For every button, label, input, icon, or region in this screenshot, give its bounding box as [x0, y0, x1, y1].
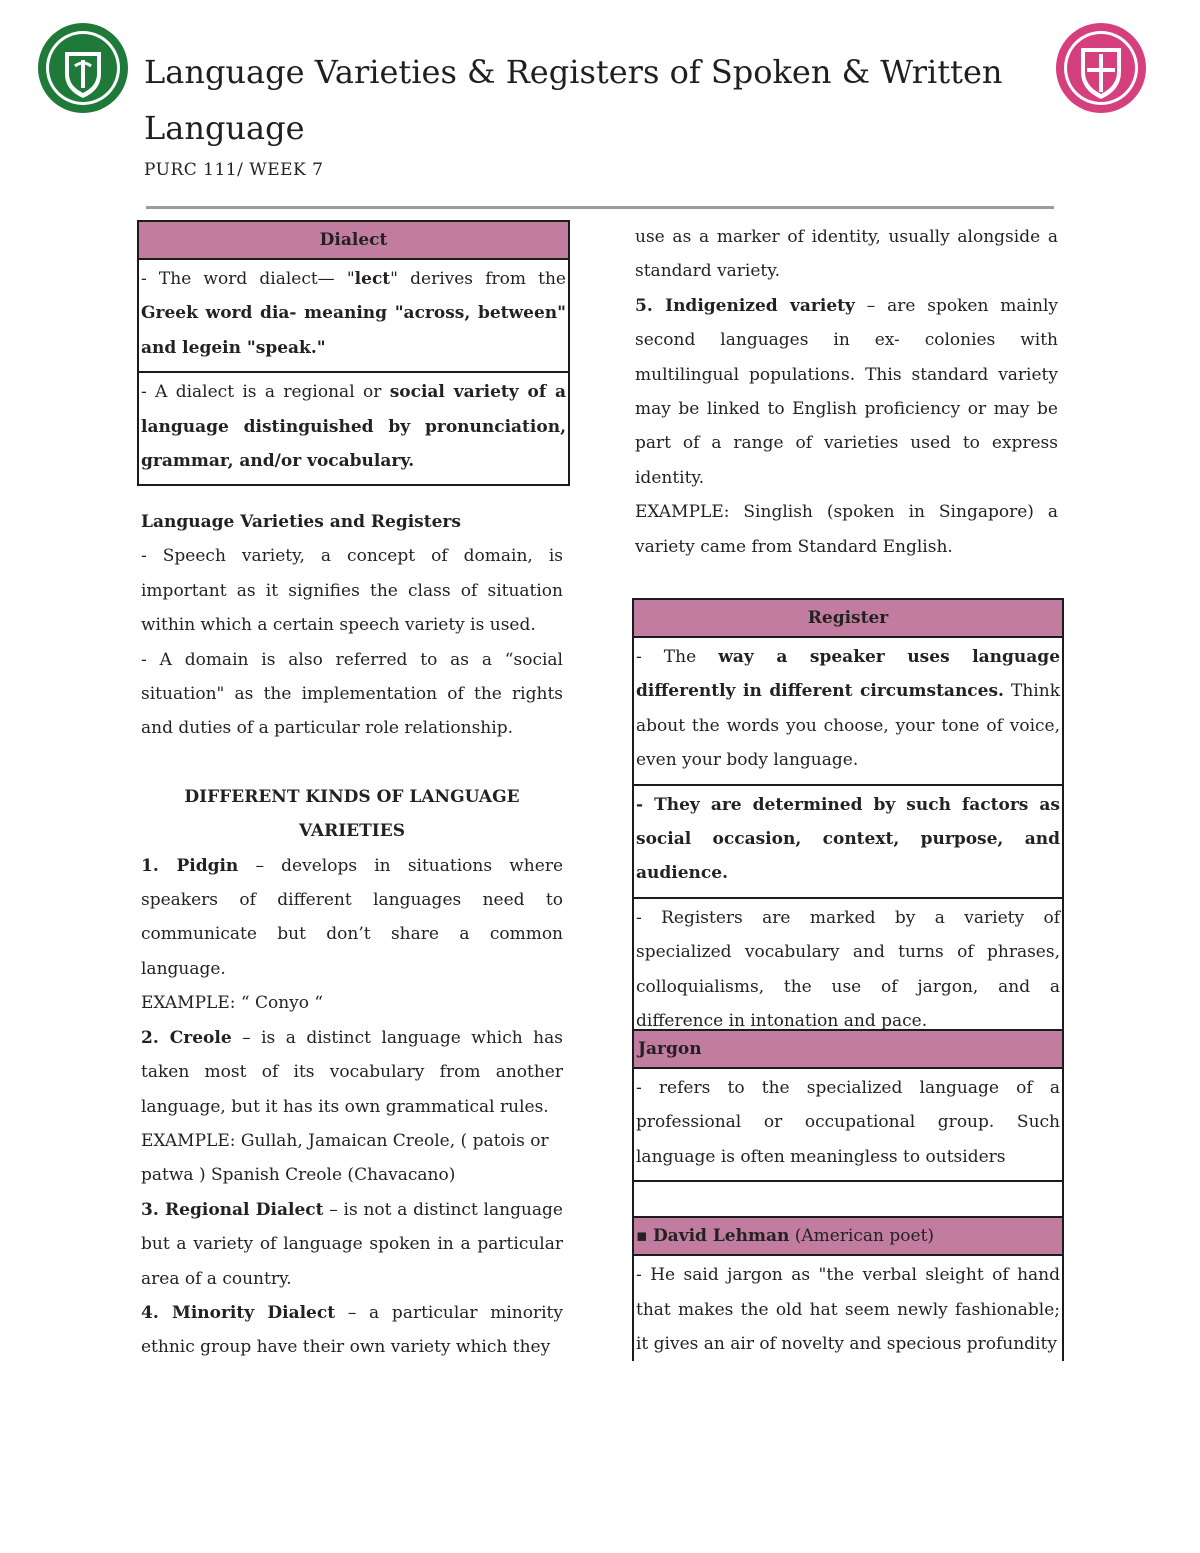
list-item-pidgin: 1. Pidgin – develops in situations where speakers of different languages need to communicate but don’t share a common language.	[141, 855, 564, 979]
indigenized-example: EXAMPLE: Singlish (spoken in Singapore) a variety came from Standard English.	[635, 502, 1058, 557]
list-item-creole: 2. Creole – is a distinct language which has taken most of its vocabulary from another language, but it has its own grammatical rules.	[141, 1027, 563, 1117]
jargon-table	[632, 1029, 1064, 1361]
register-definition-row: - The way a speaker uses language differently in different circumstances. Think about the words you choose, your tone of voice, even your body language.	[634, 638, 1062, 786]
dialect-definition-row: - A dialect is a regional or social variety of a language distinguished by pronunciation, grammar, and/or vocabulary.	[141, 382, 567, 472]
creole-example: EXAMPLE: Gullah, Jamaican Creole, ( patois or patwa ) Spanish Creole (Chavacano)	[141, 1130, 549, 1186]
register-markers-row: - Registers are marked by a variety of specialized vocabulary and turns of phrases, colloquialisms, the use of jargon, and a difference in intonation and pace.	[636, 907, 1060, 1032]
section-title: Language Varieties and Registers	[141, 512, 461, 532]
paragraph-domain: - A domain is also referred to as a “social situation" as the implementation of the rights and duties of a particular role relationship.	[141, 649, 563, 739]
bullet-icon: ▪	[636, 1226, 648, 1247]
university-seal-logo-left	[37, 22, 129, 114]
list-item-minority-dialect: 4. Minority Dialect – a particular minority ethnic group have their own variety which they	[141, 1302, 563, 1358]
university-seal-logo-right	[1055, 22, 1147, 114]
list-item-regional-dialect: 3. Regional Dialect – is not a distinct language but a variety of language spoken in a particular area of a country.	[141, 1199, 563, 1289]
jargon-definition-row: - refers to the specialized language of a professional or occupational group. Such language is often meaningless to outsiders	[634, 1069, 1062, 1182]
register-heading: Register	[634, 600, 1062, 638]
dialect-heading: Dialect	[139, 222, 568, 260]
dialect-etymology-row: - The word dialect— "lect" derives from the Greek word dia- meaning "across, between" and legein "speak."	[139, 260, 568, 373]
paragraph-speech-variety: - Speech variety, a concept of domain, is important as it signifies the class of situation within which a certain speech variety is used.	[141, 546, 563, 636]
minority-continuation: use as a marker of identity, usually alongside a standard variety.	[635, 227, 1058, 282]
lehman-quote-row: - He said jargon as "the verbal sleight of hand that makes the old hat seem newly fashionable; it gives an air of novelty and specious profundity	[636, 1265, 1060, 1355]
course-week-label: PURC 111/ WEEK 7	[144, 160, 324, 180]
jargon-heading: Jargon	[634, 1031, 1062, 1069]
right-column	[635, 220, 1058, 564]
david-lehman-row: ▪ David Lehman (American poet)	[634, 1218, 1062, 1256]
register-factors-row: - They are determined by such factors as social occasion, context, purpose, and audience.	[634, 786, 1062, 899]
header-divider	[146, 206, 1054, 209]
list-item-indigenized-variety: 5. Indigenized variety – are spoken mainly second languages in ex- colonies with multilingual populations. This standard variety may be linked to English proficiency or may be part of a range of varieties used to express identity.	[635, 295, 1058, 488]
dialect-table	[137, 220, 570, 486]
register-table	[632, 598, 1064, 1046]
jargon-empty-row	[634, 1182, 1062, 1218]
left-column	[141, 505, 563, 1365]
pidgin-example: EXAMPLE: “ Conyo “	[141, 993, 324, 1014]
page-title: Language Varieties & Registers of Spoken & Written Language	[144, 53, 1003, 147]
kinds-heading: DIFFERENT KINDS OF LANGUAGE VARIETIES	[184, 786, 520, 842]
